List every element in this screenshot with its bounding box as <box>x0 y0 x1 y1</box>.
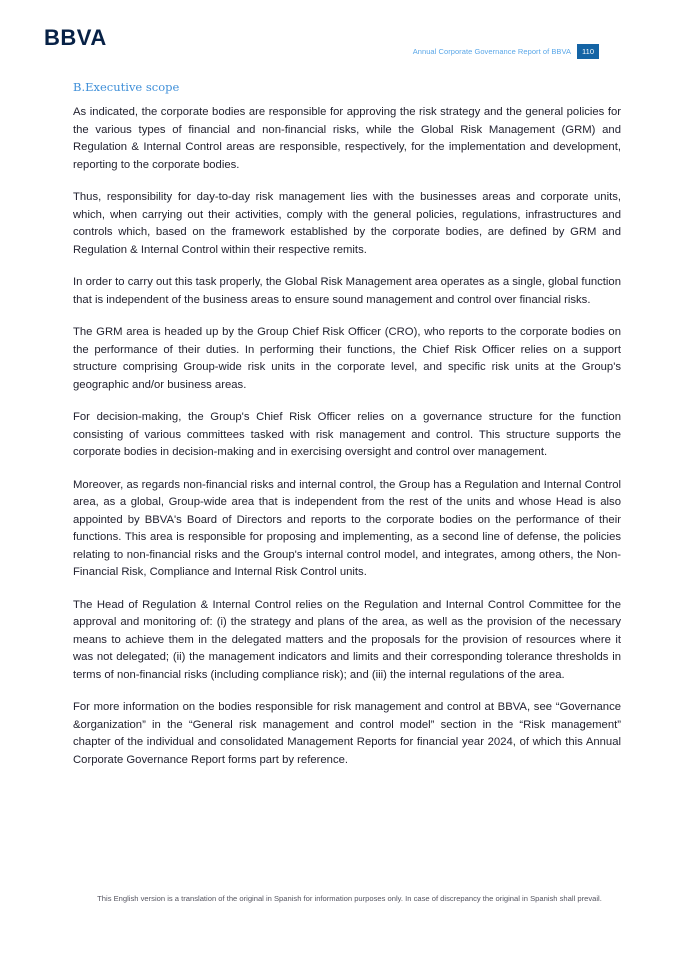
paragraph-4: The GRM area is headed up by the Group Chief Risk Officer (CRO), who reports to the corporate bodies on the performance of their duties. In performing their functions, the Chief Risk Officer relies on a support structure comprising Group-wide risk units in the corporate level, and specific risk units at the Group's geographic and/or business areas. <box>73 326 621 391</box>
paragraph-3: In order to carry out this task properly, the Global Risk Management area operates as a single, global function that is independent of the business areas to ensure sound management and control over financial risks. <box>73 276 621 306</box>
document-title: Annual Corporate Governance Report of BBVA <box>412 47 572 56</box>
paragraph-6: Moreover, as regards non-financial risks and internal control, the Group has a Regulation and Internal Control area, as a global, Group-wide area that is independent from the rest of the units and whose Head is also appointed by BBVA's Board of Directors and reports to the corporate bodies on the performance of their functions. This area is responsible for proposing and implementing, as a second line of defense, the policies relating to non-financial risks and the Group's internal control model, and integrates, among others, the Non-Financial Risk, Compliance and Internal Risk Control units. <box>73 478 621 578</box>
page-header <box>413 44 599 59</box>
paragraph-1: As indicated, the corporate bodies are responsible for approving the risk strategy and the general policies for the various types of financial and non-financial risks, while the Global Risk Management (GRM) and Regulation & Internal Control areas are responsible, respectively, for the implementation and development, reporting to the corporate bodies. <box>73 106 621 171</box>
section-title: B.Executive scope <box>73 80 180 94</box>
footer-disclaimer-text: This English version is a translation of the original in Spanish for information purposes only. In case of discrepancy the original in Spanish shall prevail. <box>97 894 602 903</box>
main-content <box>73 80 621 784</box>
footer-disclaimer <box>0 894 679 903</box>
paragraph-2: Thus, responsibility for day-to-day risk management lies with the businesses areas and corporate units, which, when carrying out their activities, comply with the general policies, regulations, infrastructures and controls which, based on the framework established by the corporate bodies, are defined by GRM and Regulation & Internal Control within their respective remits. <box>73 191 621 256</box>
bbva-logo <box>44 26 120 48</box>
paragraph-5: For decision-making, the Group's Chief Risk Officer relies on a governance structure for the function consisting of various committees tasked with risk management and control. This structure supports the corporate bodies in decision-making and in exercising oversight and control over management. <box>73 411 621 458</box>
paragraph-8: For more information on the bodies responsible for risk management and control at BBVA, see “Governance &organization” in the “General risk management and control model” section in the “Risk management” chapter of the individual and consolidated Management Reports for financial year 2024, of which this Annual Corporate Governance Report forms part by reference. <box>73 701 621 766</box>
page-number-badge: 110 <box>577 44 599 59</box>
svg-text:BBVA: BBVA <box>44 26 107 48</box>
paragraph-7: The Head of Regulation & Internal Control relies on the Regulation and Internal Control Committee for the approval and monitoring of: (i) the strategy and plans of the area, as well as the provision of the necessary means to achieve them in the delegated matters and the proposals for the provision of resources where it was not delegated; (ii) the management indicators and limits and their corresponding tolerance thresholds in terms of non-financial risks (including compliance risk); and (iii) the internal regulations of the area. <box>73 598 621 681</box>
